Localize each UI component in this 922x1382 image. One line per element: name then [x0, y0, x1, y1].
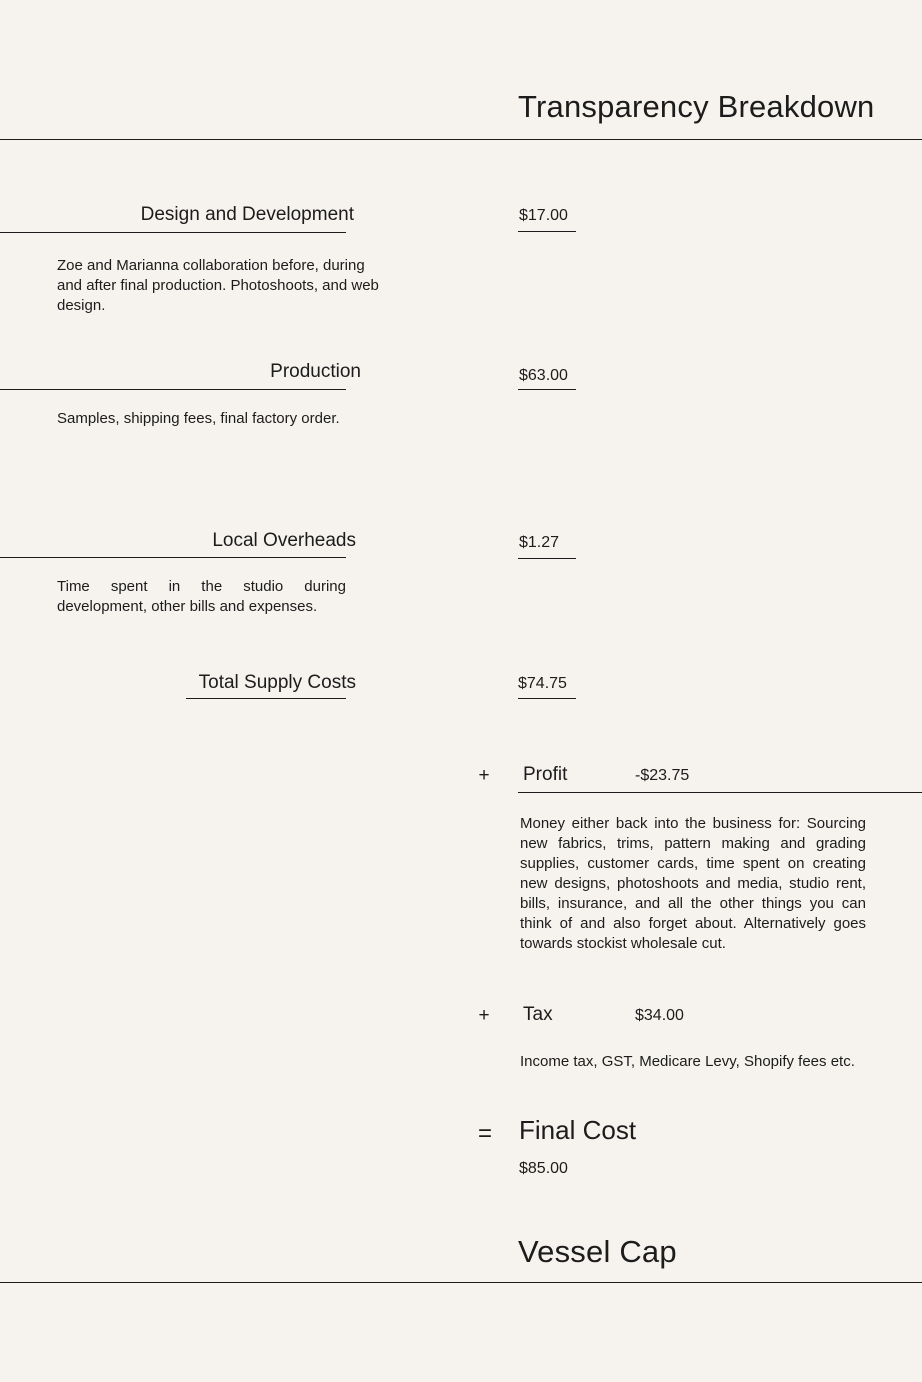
description-design-development: Zoe and Marianna collaboration before, during and after final production. Photoshoots, and web design. [57, 257, 379, 314]
section-label-design-development: Design and Development [140, 204, 354, 225]
section-underline-total-supply-costs [186, 698, 346, 699]
amount-production: $63.00 [519, 367, 568, 384]
product-name: Vessel Cap [518, 1234, 677, 1269]
profit-label: Profit [523, 764, 568, 785]
section-label-total-supply-costs: Total Supply Costs [198, 672, 356, 693]
amount-local-overheads: $1.27 [519, 534, 560, 551]
amount-underline-local-overheads [518, 558, 576, 559]
amount-underline-production [518, 389, 576, 390]
profit-divider [518, 792, 922, 793]
tax-amount: $34.00 [635, 1007, 684, 1024]
tax-label: Tax [523, 1004, 553, 1025]
footer-divider [0, 1282, 922, 1283]
tax-description: Income tax, GST, Medicare Levy, Shopify fees etc. [520, 1053, 855, 1070]
section-label-production: Production [270, 361, 361, 382]
section-label-local-overheads: Local Overheads [212, 530, 356, 551]
section-divider-design-development [0, 232, 346, 233]
final-cost-label: Final Cost [519, 1115, 637, 1145]
amount-underline-total-supply-costs [518, 698, 576, 699]
plus-operator-profit: + [478, 765, 490, 786]
amount-underline-design-development [518, 231, 576, 232]
section-divider-local-overheads [0, 557, 346, 558]
description-production: Samples, shipping fees, final factory order. [57, 410, 340, 427]
amount-total-supply-costs: $74.75 [518, 675, 567, 692]
profit-description: Money either back into the business for: Sourcing new fabrics, trims, pattern making and grading supplies, customer cards, time spent on creating new designs, photoshoots and media, studio rent, bills, insurance, and all the other things you can think of and also forget about. Alternatively goes towards stockist wholesale cut. [520, 815, 866, 952]
plus-operator-tax: + [478, 1005, 490, 1026]
profit-amount: -$23.75 [635, 767, 690, 784]
equals-operator-final: = [477, 1120, 492, 1147]
page-title: Transparency Breakdown [518, 89, 875, 124]
final-cost-amount: $85.00 [519, 1160, 568, 1177]
amount-design-development: $17.00 [519, 207, 568, 224]
section-divider-production [0, 389, 346, 390]
header-divider [0, 139, 922, 140]
description-local-overheads: Time spent in the studio during development, other bills and expenses. [57, 578, 346, 615]
